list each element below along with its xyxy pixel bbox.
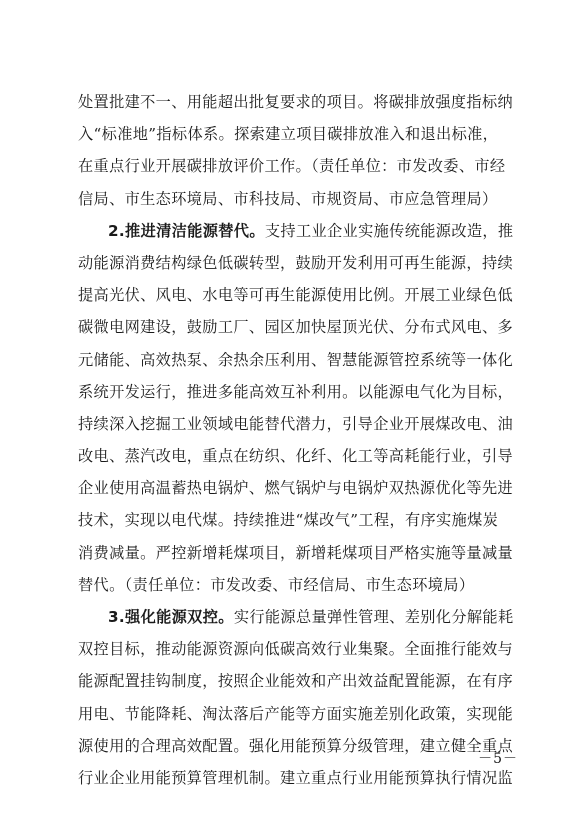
- text-line: 双控目标，推动能源资源向低碳高效行业集聚。全面推行能效与: [78, 640, 514, 659]
- paragraph-continuation: [78, 86, 514, 215]
- text-line: 替代。（责任单位：市发改委、市经信局、市生态环境局）: [78, 575, 475, 594]
- text-line: 动能源消费结构绿色低碳转型，鼓励开发利用可再生能源，持续: [78, 253, 514, 272]
- text-line: 企业使用高温蓄热电锅炉、燃气锅炉与电锅炉双热源优化等先进: [78, 479, 514, 498]
- section-heading: 3.强化能源双控。: [108, 608, 234, 626]
- text-line: 系统开发运行，推进多能高效互补利用。以能源电气化为目标，: [78, 382, 514, 401]
- section-text: 支持工业企业实施传统能源改造，推: [264, 221, 514, 240]
- section-energy-dual-control: [78, 601, 514, 794]
- section-first-line: [78, 601, 514, 633]
- text-line: 能源配置挂钩制度，按照企业能效和产出效益配置能源，在有序: [78, 672, 514, 691]
- text-line: 入“标准地”指标体系。探索建立项目碳排放准入和退出标准，: [78, 125, 499, 144]
- text-line: 信局、市生态环境局、市科技局、市规资局、市应急管理局）: [78, 189, 498, 208]
- text-line: 消费减量。严控新增耗煤项目，新增耗煤项目严格实施等量减量: [78, 543, 514, 562]
- section-heading: 2.推进清洁能源替代。: [108, 221, 265, 240]
- text-line: 技术，实现以电代煤。持续推进“煤改气”工程，有序实施煤炭: [78, 511, 499, 530]
- text-line: 碳微电网建设，鼓励工厂、园区加快屋顶光伏、分布式风电、多: [78, 318, 514, 337]
- text-line: 元储能、高效热泵、余热余压利用、智慧能源管控系统等一体化: [78, 350, 514, 369]
- text-line: 在重点行业开展碳排放评价工作。（责任单位：市发改委、市经: [78, 157, 506, 176]
- section-first-line: [78, 215, 514, 247]
- text-line: 处置批建不一、用能超出批复要求的项目。将碳排放强度指标纳: [78, 93, 514, 111]
- text-line: 行业企业用能预算管理机制。建立重点行业用能预算执行情况监: [78, 768, 514, 787]
- text-line: 改电、蒸汽改电，重点在纺织、化纤、化工等高耗能行业，引导: [78, 447, 514, 466]
- text-line: 源使用的合理高效配置。强化用能预算分级管理，建立健全重点: [78, 736, 514, 755]
- document-body: [78, 86, 514, 794]
- text-line: 用电、节能降耗、淘汰落后产能等方面实施差别化政策，实现能: [78, 704, 514, 723]
- page-number: －5－: [478, 751, 518, 767]
- section-clean-energy: [78, 215, 514, 601]
- section-text: 实行能源总量弹性管理、差别化分解能耗: [233, 608, 514, 626]
- text-line: 持续深入挖掘工业领域电能替代潜力，引导企业开展煤改电、油: [78, 414, 514, 433]
- text-line: 提高光伏、风电、水电等可再生能源使用比例。开展工业绿色低: [78, 286, 514, 305]
